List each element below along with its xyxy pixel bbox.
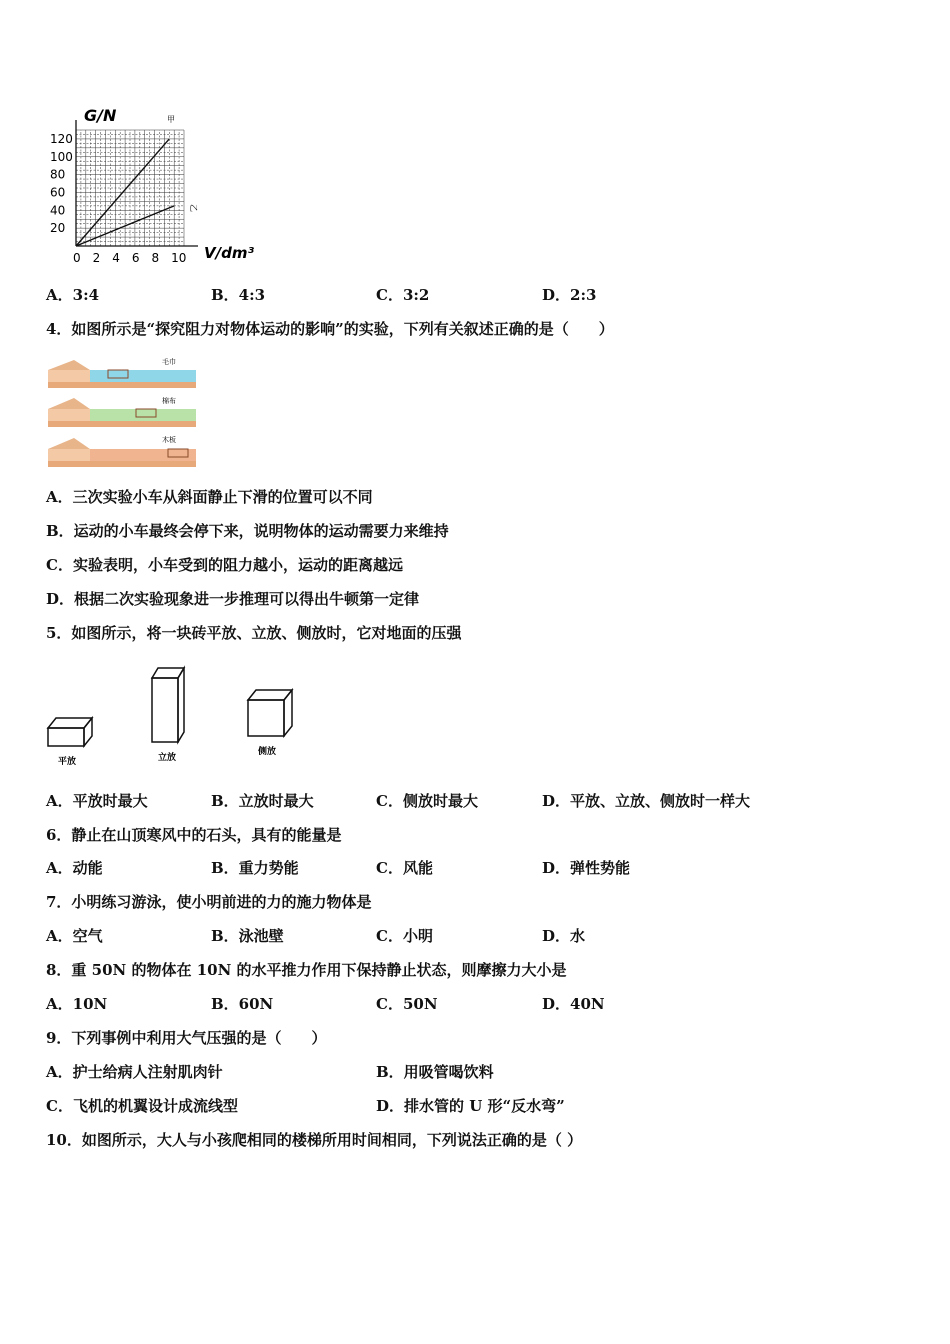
graph-label-jia: 甲 (167, 115, 175, 124)
q4-option-a[interactable]: A．三次实验小车从斜面静止下滑的位置可以不同 (46, 488, 373, 506)
q9-option-a[interactable]: A．护士给病人注射肌肉针 (46, 1063, 223, 1081)
q8-stem: 8．重 50N 的物体在 10N 的水平推力作用下保持静止状态，则摩擦力大小是 (46, 961, 567, 979)
q6-stem: 6．静止在山顶寒风中的石头，具有的能量是 (46, 826, 342, 844)
q7-option-b[interactable]: B．泳池壁 (211, 927, 284, 945)
surface-label-cotton: 棉布 (162, 397, 176, 405)
x-tick-label: 2 (92, 251, 101, 265)
x-tick-label: 4 (112, 251, 120, 265)
q4-option-c[interactable]: C．实验表明，小车受到的阻力越小，运动的距离越远 (46, 556, 403, 574)
ramp-cotton (48, 396, 196, 427)
q7-option-d[interactable]: D．水 (542, 927, 586, 945)
surface-label-board: 木板 (162, 436, 176, 444)
q3-option-c[interactable]: C．3:2 (376, 286, 430, 304)
q6-option-a[interactable]: A．动能 (46, 859, 103, 877)
brick-label-flat: 平放 (58, 757, 77, 767)
x-tick-label: 8 (151, 251, 160, 265)
q4-option-b[interactable]: B．运动的小车最终会停下来，说明物体的运动需要力来维持 (46, 522, 449, 540)
y-tick-label: 120 (50, 131, 73, 146)
q5-brick-figure (44, 660, 314, 775)
q8-option-b[interactable]: B．60N (211, 995, 274, 1013)
y-tick-label: 100 (50, 149, 73, 164)
q3-option-a[interactable]: A．3:4 (46, 286, 100, 304)
q3-option-d[interactable]: D．2:3 (542, 286, 597, 304)
q5-stem: 5．如图所示，将一块砖平放、立放、侧放时，它对地面的压强 (46, 624, 462, 642)
brick-upright (152, 668, 184, 742)
q8-option-a[interactable]: A．10N (46, 995, 108, 1013)
brick-flat (48, 718, 92, 746)
q9-option-d[interactable]: D．排水管的 U 形“反水弯” (376, 1097, 565, 1115)
brick-side (248, 690, 292, 736)
ramp-towel (48, 357, 196, 388)
q6-option-c[interactable]: C．风能 (376, 859, 433, 877)
q5-option-a[interactable]: A．平放时最大 (46, 792, 148, 810)
q9-option-b[interactable]: B．用吸管喝饮料 (376, 1063, 494, 1081)
surface-label-towel: 毛巾 (162, 358, 176, 366)
ramp-board (48, 435, 196, 467)
y-tick-label: 20 (50, 221, 66, 236)
q7-option-a[interactable]: A．空气 (46, 927, 103, 945)
gv-graph (40, 100, 270, 275)
q4-ramp-figure (44, 354, 204, 472)
y-tick-label: 60 (50, 185, 66, 200)
q5-option-d[interactable]: D．平放、立放、侧放时一样大 (542, 792, 751, 810)
q4-stem: 4．如图所示是“探究阻力对物体运动的影响”的实验，下列有关叙述正确的是（ ） (46, 320, 614, 338)
q5-option-b[interactable]: B．立放时最大 (211, 792, 314, 810)
q3-option-b[interactable]: B．4:3 (211, 286, 266, 304)
x-tick-label: 10 (171, 251, 187, 265)
q4-option-d[interactable]: D．根据二次实验现象进一步推理可以得出牛顿第一定律 (46, 590, 420, 608)
q10-stem: 10．如图所示，大人与小孩爬相同的楼梯所用时间相同，下列说法正确的是（ ） (46, 1131, 583, 1149)
q6-option-b[interactable]: B．重力势能 (211, 859, 299, 877)
y-tick-label: 80 (50, 167, 66, 182)
graph-y-label: G/N (84, 106, 117, 125)
y-tick-label: 40 (50, 203, 66, 218)
q9-stem: 9．下列事例中利用大气压强的是（ ） (46, 1029, 327, 1047)
x-tick-label: 6 (131, 251, 140, 265)
brick-label-side: 侧放 (258, 747, 277, 757)
graph-label-yi: 乙 (189, 204, 198, 212)
q6-option-d[interactable]: D．弹性势能 (542, 859, 631, 877)
q7-stem: 7．小明练习游泳，使小明前进的力的施力物体是 (46, 893, 372, 911)
q5-option-c[interactable]: C．侧放时最大 (376, 792, 478, 810)
brick-label-upright: 立放 (158, 753, 177, 763)
graph-x-label: V/dm³ (204, 244, 255, 262)
q8-option-c[interactable]: C．50N (376, 995, 438, 1013)
q9-option-c[interactable]: C．飞机的机翼设计成流线型 (46, 1097, 238, 1115)
q8-option-d[interactable]: D．40N (542, 995, 605, 1013)
x-tick-label: 0 (73, 251, 81, 265)
q7-option-c[interactable]: C．小明 (376, 927, 433, 945)
